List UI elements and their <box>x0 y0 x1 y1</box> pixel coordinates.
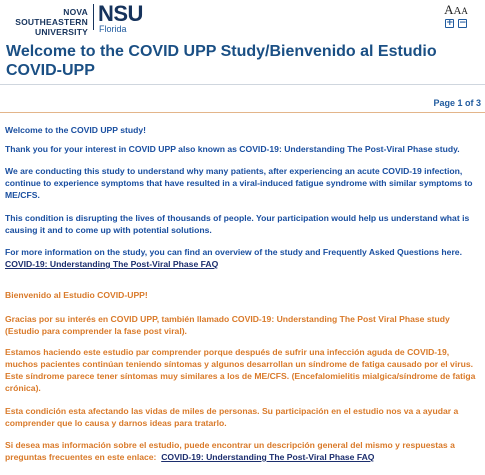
title-divider <box>0 84 485 85</box>
logo-mark <box>98 1 143 34</box>
logo-university-name <box>4 4 88 37</box>
logo-florida-text: Florida <box>99 24 127 34</box>
zoom-buttons <box>443 19 469 28</box>
english-faq-link[interactable]: COVID-19: Understanding The Post-Viral Phase FAQ <box>5 259 219 269</box>
page-title: Welcome to the COVID UPP Study/Bienvenido al Estudio COVID-UPP <box>6 43 437 79</box>
font-size-small-button[interactable]: A <box>461 6 468 16</box>
logo-line-2: UNIVERSITY <box>34 27 88 37</box>
page-divider <box>0 112 485 113</box>
logo-divider <box>93 4 94 30</box>
header <box>0 0 485 38</box>
minus-box-icon[interactable]: − <box>459 18 467 28</box>
english-section <box>5 124 481 270</box>
spanish-more-info <box>5 439 481 463</box>
english-thanks: Thank you for your interest in COVID UPP also known as COVID-19: Understanding The Post-Viral Phase study. <box>5 144 460 154</box>
spanish-faq-link[interactable]: COVID-19: Understanding The Post-Viral Phase FAQ <box>161 452 375 462</box>
survey-intro-content <box>5 124 481 463</box>
logo-line-1: NOVA SOUTHEASTERN <box>15 7 88 27</box>
spanish-more-info-text: Si desea mas información sobre el estudio, puede encontrar un descripción general del mismo y respuestas a preguntas frecuentes en este enlace: <box>5 440 455 462</box>
plus-box-icon[interactable]: + <box>446 18 454 28</box>
spanish-welcome: Bienvenido al Estudio COVID-UPP! <box>5 290 148 300</box>
spanish-purpose: Estamos haciendo este estudio par comprender porque después de sufrir una infección aguda de COVID-19, muchos pacientes continúan teniendo síntomas y algunos desarrollan un síndrome de fatiga causado por el virus. Este síndrome parece tener síntomas muy similares a los de ME/CFS. (Encefalomielitis mialgica/síndrome de fatiga crónica). <box>5 347 476 393</box>
english-welcome: Welcome to the COVID UPP study! <box>5 125 147 135</box>
spanish-section <box>5 289 481 463</box>
font-size-medium-button[interactable]: A <box>453 5 462 17</box>
page-indicator: Page 1 of 3 <box>433 98 481 108</box>
english-purpose: We are conducting this study to understand why many patients, after experiencing an acute COVID-19 infection, continue to experience symptoms that have resulted in a viral-induced fatigue syndrome with similar symptoms to ME/CFS. <box>5 166 473 200</box>
english-more-info: For more information on the study, you can find an overview of the study and Frequently Asked Questions here. <box>5 247 462 257</box>
spanish-thanks: Gracias por su interés en COVID UPP, también llamado COVID-19: Understanding The Post Viral Phase study (Estudio para comprender la fase post viral). <box>5 314 450 336</box>
font-size-large-button[interactable]: A <box>444 2 454 17</box>
logo-nsu-text: NSU <box>98 1 143 26</box>
font-size-options <box>443 3 469 18</box>
nsu-logo[interactable] <box>4 1 143 37</box>
english-impact: This condition is disrupting the lives of thousands of people. Your participation would help us understand what is causing it and to come up with potential solutions. <box>5 213 470 235</box>
font-size-controls <box>443 3 469 28</box>
spanish-impact: Esta condición esta afectando las vidas de miles de personas. Su participación en el estudio nos va a ayudar a comprender que lo causa y darnos ideas para tratarlo. <box>5 406 459 428</box>
